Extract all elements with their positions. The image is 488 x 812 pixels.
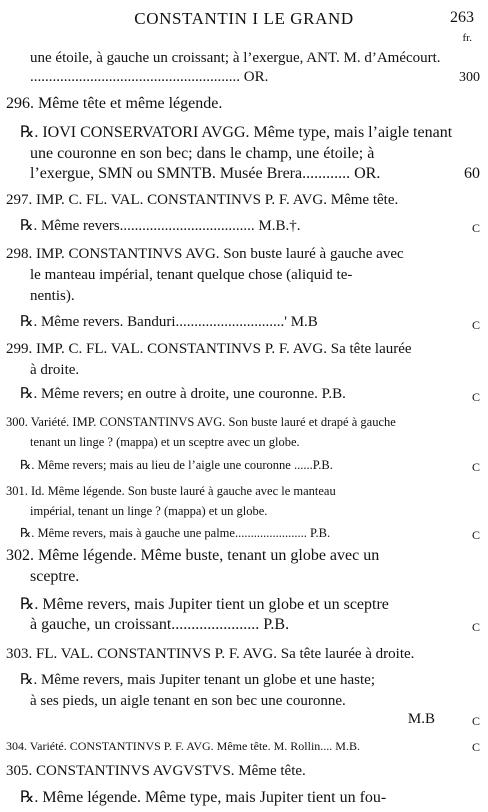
catalog-line: l’exergue, SMN ou SMNTB. Musée Brera............ OR. xyxy=(30,165,381,182)
catalog-line: à droite. xyxy=(30,362,80,378)
catalog-line: à ses pieds, un aigle tenant en son bec une couronne. xyxy=(30,693,346,709)
catalog-line: une couronne en son bec; dans le champ, une étoile; à xyxy=(30,145,375,162)
catalog-entry-number-line: 304. Variété. CONSTANTINVS P. F. AVG. Même tête. M. Rollin.... M.B. xyxy=(6,739,360,753)
catalog-line: ℞. Même revers, mais à gauche une palme....................... P.B. xyxy=(20,526,331,540)
catalog-line: sceptre. xyxy=(30,568,80,585)
catalog-line: impérial, tenant un linge ? (mappa) et un globe. xyxy=(30,504,268,518)
catalog-entry-number-line: 296. Même tête et même légende. xyxy=(6,95,223,112)
catalog-entry-number-line: 298. IMP. CONSTANTINVS AVG. Son buste lauré à gauche avec xyxy=(6,246,404,262)
price-unit-label: fr. xyxy=(462,32,472,44)
price-value: 60 xyxy=(464,165,480,182)
catalog-line: ℞. Même revers, mais Jupiter tenant un globe et une haste; xyxy=(20,672,376,688)
rarity-value: C xyxy=(471,318,480,332)
catalog-entry-number-line: 297. IMP. C. FL. VAL. CONSTANTINVS P. F. AVG. Même tête. xyxy=(6,192,399,208)
catalog-line: ℞. Même revers, mais Jupiter tient un globe et un sceptre xyxy=(20,596,389,613)
catalog-line: ℞. Même légende. Même type, mais Jupiter tient un fou- xyxy=(20,789,387,806)
page-number: 263 xyxy=(450,9,474,26)
catalog-entry-number-line: 303. FL. VAL. CONSTANTINVS P. F. AVG. Sa tête laurée à droite. xyxy=(6,646,415,662)
catalog-line: le manteau impérial, tenant quelque chose (aliquid te- xyxy=(30,267,353,283)
catalog-line: ........................................................ OR. xyxy=(30,69,269,85)
rarity-value: C xyxy=(471,714,480,728)
catalog-entry-number-line: 302. Même légende. Même buste, tenant un globe avec un xyxy=(6,547,380,564)
catalog-line: ℞. Même revers; en outre à droite, une couronne. P.B. xyxy=(20,386,346,402)
catalog-line: ℞. Même revers; mais au lieu de l’aigle une couronne ......P.B. xyxy=(20,458,333,472)
catalog-entry-number-line: 301. Id. Même légende. Son buste lauré à gauche avec le manteau xyxy=(6,484,336,498)
catalog-line: tenant un linge ? (mappa) et un sceptre avec un globe. xyxy=(30,435,300,449)
running-header-title: CONSTANTIN I LE GRAND xyxy=(134,9,354,28)
catalog-line: ℞. IOVI CONSERVATORI AVGG. Même type, mais l’aigle tenant xyxy=(20,124,453,141)
rarity-value: C xyxy=(471,528,480,542)
catalog-line: M.B xyxy=(407,711,435,727)
catalog-line: nentis). xyxy=(30,288,75,304)
rarity-value: C xyxy=(471,221,480,235)
rarity-value: C xyxy=(471,620,480,634)
catalog-entry-number-line: 305. CONSTANTINVS AVGVSTVS. Même tête. xyxy=(6,763,306,779)
rarity-value: C xyxy=(471,460,480,474)
rarity-value: C xyxy=(471,390,480,404)
price-value: 300 xyxy=(459,70,480,85)
catalog-line: ℞. Même revers.................................... M.B.†. xyxy=(20,218,301,234)
catalog-entry-number-line: 300. Variété. IMP. CONSTANTINVS AVG. Son buste lauré et drapé à gauche xyxy=(6,415,396,429)
rarity-value: C xyxy=(471,740,480,754)
catalog-line: à gauche, un croissant...................... P.B. xyxy=(30,616,290,633)
catalog-line: ℞. Même revers. Banduri.............................' M.B xyxy=(20,314,318,330)
catalog-entry-number-line: 299. IMP. C. FL. VAL. CONSTANTINVS P. F. AVG. Sa tête laurée xyxy=(6,341,412,357)
catalog-line: une étoile, à gauche un croissant; à l’exergue, ANT. M. d’Amécourt. xyxy=(30,50,441,66)
